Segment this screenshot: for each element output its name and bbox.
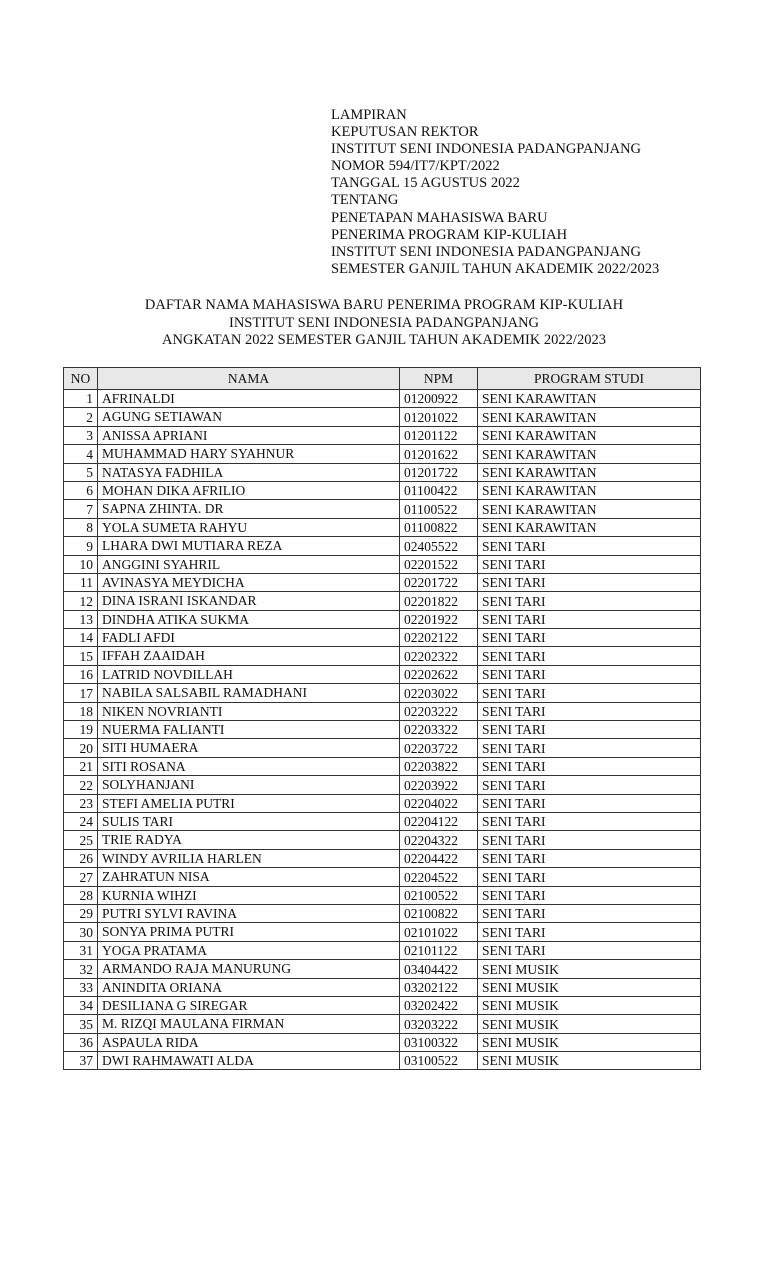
cell-no: 25 [64, 831, 98, 849]
cell-nama: ZAHRATUN NISA [98, 868, 400, 886]
cell-npm: 02101122 [400, 941, 478, 959]
cell-program-studi: SENI TARI [478, 647, 701, 665]
cell-program-studi: SENI KARAWITAN [478, 390, 701, 408]
cell-no: 6 [64, 481, 98, 499]
cell-no: 36 [64, 1033, 98, 1051]
cell-program-studi: SENI TARI [478, 739, 701, 757]
cell-npm: 01201022 [400, 408, 478, 426]
decree-header [331, 107, 659, 278]
cell-nama: FADLI AFDI [98, 629, 400, 647]
column-header-npm: NPM [400, 368, 478, 390]
cell-no: 19 [64, 721, 98, 739]
cell-no: 9 [64, 537, 98, 555]
table-row [64, 1015, 701, 1033]
cell-npm: 03202422 [400, 996, 478, 1014]
table-row [64, 684, 701, 702]
cell-no: 11 [64, 573, 98, 591]
cell-no: 16 [64, 665, 98, 683]
cell-npm: 02204122 [400, 812, 478, 830]
table-row [64, 868, 701, 886]
table-row [64, 904, 701, 922]
table-body [64, 390, 701, 1070]
cell-program-studi: SENI TARI [478, 702, 701, 720]
table-row [64, 1052, 701, 1070]
cell-nama: ANINDITA ORIANA [98, 978, 400, 996]
cell-nama: NABILA SALSABIL RAMADHANI [98, 684, 400, 702]
cell-npm: 02100822 [400, 904, 478, 922]
table-row [64, 426, 701, 444]
cell-no: 14 [64, 629, 98, 647]
cell-npm: 02204522 [400, 868, 478, 886]
cell-program-studi: SENI TARI [478, 757, 701, 775]
cell-program-studi: SENI MUSIK [478, 978, 701, 996]
cell-no: 17 [64, 684, 98, 702]
cell-no: 30 [64, 923, 98, 941]
cell-program-studi: SENI TARI [478, 831, 701, 849]
cell-no: 1 [64, 390, 98, 408]
cell-no: 37 [64, 1052, 98, 1070]
cell-npm: 02405522 [400, 537, 478, 555]
cell-nama: NUERMA FALIANTI [98, 721, 400, 739]
cell-no: 21 [64, 757, 98, 775]
table-row [64, 665, 701, 683]
cell-nama: ARMANDO RAJA MANURUNG [98, 960, 400, 978]
table-row [64, 739, 701, 757]
cell-program-studi: SENI TARI [478, 812, 701, 830]
cell-npm: 01200922 [400, 390, 478, 408]
cell-program-studi: SENI TARI [478, 886, 701, 904]
cell-no: 2 [64, 408, 98, 426]
table-row [64, 481, 701, 499]
cell-no: 34 [64, 996, 98, 1014]
cell-nama: DINA ISRANI ISKANDAR [98, 592, 400, 610]
table-row [64, 1033, 701, 1051]
cell-nama: IFFAH ZAAIDAH [98, 647, 400, 665]
cell-npm: 01100822 [400, 518, 478, 536]
cell-nama: NATASYA FADHILA [98, 463, 400, 481]
cell-program-studi: SENI TARI [478, 904, 701, 922]
cell-program-studi: SENI MUSIK [478, 960, 701, 978]
table-row [64, 721, 701, 739]
cell-nama: SONYA PRIMA PUTRI [98, 923, 400, 941]
cell-nama: M. RIZQI MAULANA FIRMAN [98, 1015, 400, 1033]
table-row [64, 573, 701, 591]
table-row [64, 886, 701, 904]
cell-nama: KURNIA WIHZI [98, 886, 400, 904]
cell-program-studi: SENI MUSIK [478, 1052, 701, 1070]
cell-program-studi: SENI TARI [478, 629, 701, 647]
cell-program-studi: SENI KARAWITAN [478, 500, 701, 518]
cell-npm: 02201522 [400, 555, 478, 573]
cell-program-studi: SENI KARAWITAN [478, 408, 701, 426]
cell-nama: AGUNG SETIAWAN [98, 408, 400, 426]
cell-no: 7 [64, 500, 98, 518]
table-row [64, 831, 701, 849]
cell-npm: 01201122 [400, 426, 478, 444]
cell-npm: 02204422 [400, 849, 478, 867]
cell-nama: STEFI AMELIA PUTRI [98, 794, 400, 812]
cell-no: 20 [64, 739, 98, 757]
cell-nama: ANISSA APRIANI [98, 426, 400, 444]
table-row [64, 445, 701, 463]
cell-program-studi: SENI TARI [478, 721, 701, 739]
cell-npm: 02202122 [400, 629, 478, 647]
header-line: PENETAPAN MAHASISWA BARU [331, 209, 548, 226]
header-line: KEPUTUSAN REKTOR [331, 124, 479, 141]
cell-no: 26 [64, 849, 98, 867]
cell-no: 32 [64, 960, 98, 978]
cell-npm: 02204322 [400, 831, 478, 849]
cell-no: 15 [64, 647, 98, 665]
cell-program-studi: SENI TARI [478, 794, 701, 812]
student-table [63, 367, 701, 1070]
cell-npm: 01201622 [400, 445, 478, 463]
table-row [64, 996, 701, 1014]
table-row [64, 555, 701, 573]
table-row [64, 500, 701, 518]
cell-no: 13 [64, 610, 98, 628]
title-line: INSTITUT SENI INDONESIA PADANGPANJANG [228, 314, 540, 331]
cell-program-studi: SENI KARAWITAN [478, 445, 701, 463]
cell-nama: DWI RAHMAWATI ALDA [98, 1052, 400, 1070]
cell-program-studi: SENI TARI [478, 684, 701, 702]
table-row [64, 794, 701, 812]
cell-npm: 02201922 [400, 610, 478, 628]
table-row [64, 518, 701, 536]
cell-no: 8 [64, 518, 98, 536]
header-line: SEMESTER GANJIL TAHUN AKADEMIK 2022/2023 [331, 260, 660, 277]
cell-program-studi: SENI TARI [478, 923, 701, 941]
table-row [64, 390, 701, 408]
cell-npm: 02202622 [400, 665, 478, 683]
table-row [64, 537, 701, 555]
cell-npm: 02203822 [400, 757, 478, 775]
cell-nama: ANGGINI SYAHRIL [98, 555, 400, 573]
list-title [0, 297, 768, 350]
cell-program-studi: SENI MUSIK [478, 996, 701, 1014]
cell-nama: ASPAULA RIDA [98, 1033, 400, 1051]
cell-npm: 03100322 [400, 1033, 478, 1051]
cell-no: 3 [64, 426, 98, 444]
cell-program-studi: SENI MUSIK [478, 1015, 701, 1033]
cell-nama: DESILIANA G SIREGAR [98, 996, 400, 1014]
table-row [64, 923, 701, 941]
table-row [64, 629, 701, 647]
table-row [64, 463, 701, 481]
cell-no: 28 [64, 886, 98, 904]
cell-nama: MUHAMMAD HARY SYAHNUR [98, 445, 400, 463]
cell-npm: 02101022 [400, 923, 478, 941]
cell-nama: TRIE RADYA [98, 831, 400, 849]
cell-program-studi: SENI MUSIK [478, 1033, 701, 1051]
table-row [64, 647, 701, 665]
table-row [64, 776, 701, 794]
cell-npm: 03202122 [400, 978, 478, 996]
table-row [64, 408, 701, 426]
cell-nama: AVINASYA MEYDICHA [98, 573, 400, 591]
cell-npm: 02201822 [400, 592, 478, 610]
cell-nama: LATRID NOVDILLAH [98, 665, 400, 683]
cell-npm: 03404422 [400, 960, 478, 978]
cell-program-studi: SENI KARAWITAN [478, 463, 701, 481]
cell-npm: 03203222 [400, 1015, 478, 1033]
cell-npm: 02202322 [400, 647, 478, 665]
cell-nama: PUTRI SYLVI RAVINA [98, 904, 400, 922]
table-row [64, 849, 701, 867]
cell-nama: YOGA PRATAMA [98, 941, 400, 959]
cell-nama: AFRINALDI [98, 390, 400, 408]
cell-program-studi: SENI KARAWITAN [478, 426, 701, 444]
cell-program-studi: SENI TARI [478, 776, 701, 794]
cell-nama: MOHAN DIKA AFRILIO [98, 481, 400, 499]
cell-nama: SOLYHANJANI [98, 776, 400, 794]
table-row [64, 978, 701, 996]
header-line: LAMPIRAN [331, 107, 407, 123]
table-row [64, 941, 701, 959]
cell-program-studi: SENI TARI [478, 868, 701, 886]
cell-no: 29 [64, 904, 98, 922]
table-header-row [64, 368, 701, 390]
cell-program-studi: SENI TARI [478, 555, 701, 573]
cell-npm: 02203322 [400, 721, 478, 739]
cell-program-studi: SENI KARAWITAN [478, 518, 701, 536]
title-line: DAFTAR NAMA MAHASISWA BARU PENERIMA PROGRAM KIP-KULIAH [144, 297, 624, 313]
cell-nama: SULIS TARI [98, 812, 400, 830]
cell-no: 22 [64, 776, 98, 794]
table-row [64, 960, 701, 978]
cell-nama: YOLA SUMETA RAHYU [98, 518, 400, 536]
cell-program-studi: SENI KARAWITAN [478, 481, 701, 499]
header-line: INSTITUT SENI INDONESIA PADANGPANJANG [331, 243, 642, 260]
cell-program-studi: SENI TARI [478, 849, 701, 867]
cell-no: 12 [64, 592, 98, 610]
cell-npm: 02203722 [400, 739, 478, 757]
header-line: NOMOR 594/IT7/KPT/2022 [331, 158, 500, 175]
table-row [64, 592, 701, 610]
cell-program-studi: SENI TARI [478, 941, 701, 959]
cell-no: 33 [64, 978, 98, 996]
column-header-program-studi: PROGRAM STUDI [478, 368, 701, 390]
cell-npm: 01201722 [400, 463, 478, 481]
table-row [64, 702, 701, 720]
cell-nama: SAPNA ZHINTA. DR [98, 500, 400, 518]
cell-program-studi: SENI TARI [478, 610, 701, 628]
cell-nama: DINDHA ATIKA SUKMA [98, 610, 400, 628]
cell-npm: 01100422 [400, 481, 478, 499]
title-line: ANGKATAN 2022 SEMESTER GANJIL TAHUN AKADEMIK 2022/2023 [162, 332, 606, 348]
header-line: INSTITUT SENI INDONESIA PADANGPANJANG [331, 141, 642, 158]
cell-no: 18 [64, 702, 98, 720]
cell-npm: 02100522 [400, 886, 478, 904]
cell-program-studi: SENI TARI [478, 592, 701, 610]
header-line: TENTANG [331, 192, 399, 209]
cell-program-studi: SENI TARI [478, 573, 701, 591]
cell-npm: 01100522 [400, 500, 478, 518]
cell-npm: 02203922 [400, 776, 478, 794]
cell-npm: 02201722 [400, 573, 478, 591]
table-row [64, 757, 701, 775]
header-line: PENERIMA PROGRAM KIP-KULIAH [331, 226, 568, 243]
cell-npm: 02204022 [400, 794, 478, 812]
cell-program-studi: SENI TARI [478, 537, 701, 555]
column-header-nama: NAMA [98, 368, 400, 390]
column-header-no: NO [64, 368, 98, 390]
cell-nama: NIKEN NOVRIANTI [98, 702, 400, 720]
cell-no: 4 [64, 445, 98, 463]
cell-no: 31 [64, 941, 98, 959]
cell-nama: SITI ROSANA [98, 757, 400, 775]
table-row [64, 610, 701, 628]
cell-nama: SITI HUMAERA [98, 739, 400, 757]
cell-no: 27 [64, 868, 98, 886]
cell-nama: LHARA DWI MUTIARA REZA [98, 537, 400, 555]
cell-no: 10 [64, 555, 98, 573]
cell-nama: WINDY AVRILIA HARLEN [98, 849, 400, 867]
cell-no: 24 [64, 812, 98, 830]
cell-no: 5 [64, 463, 98, 481]
header-line: TANGGAL 15 AGUSTUS 2022 [331, 175, 520, 192]
cell-no: 23 [64, 794, 98, 812]
cell-program-studi: SENI TARI [478, 665, 701, 683]
cell-npm: 03100522 [400, 1052, 478, 1070]
table-row [64, 812, 701, 830]
cell-npm: 02203222 [400, 702, 478, 720]
cell-npm: 02203022 [400, 684, 478, 702]
cell-no: 35 [64, 1015, 98, 1033]
